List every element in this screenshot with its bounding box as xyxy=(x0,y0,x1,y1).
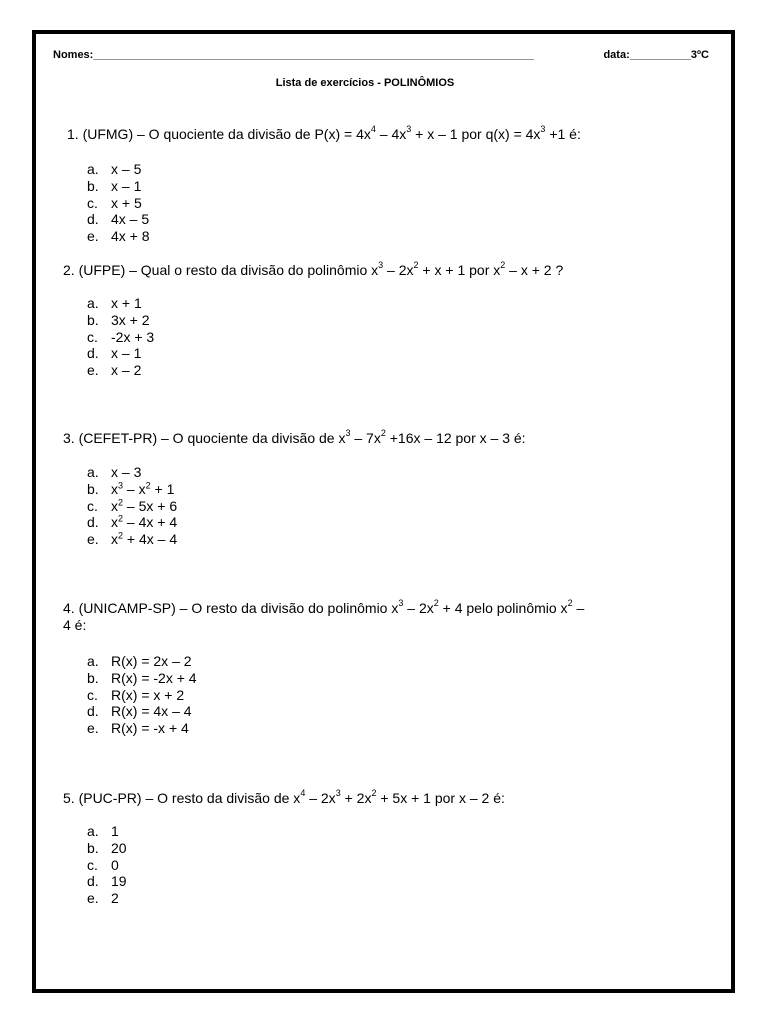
text-run: x xyxy=(111,480,118,497)
option-letter: b. xyxy=(87,311,99,328)
option-letter: d. xyxy=(87,514,99,531)
option-text xyxy=(111,873,127,889)
exponent: 3 xyxy=(398,598,404,609)
exponent: 2 xyxy=(118,530,124,541)
question-1-text xyxy=(67,126,581,143)
text-run: – 2x xyxy=(383,262,414,278)
text-run: +16x – 12 por x – 3 é: xyxy=(385,430,526,446)
text-run: 3. (CEFET-PR) – O quociente da divisão de x xyxy=(63,430,346,446)
option-c xyxy=(87,687,197,704)
page-title: Lista de exercícios - POLINÔMIOS xyxy=(275,77,455,89)
text-run: 1 xyxy=(111,823,119,839)
text-run: 4x – 5 xyxy=(111,211,150,228)
question-4-text xyxy=(63,600,584,634)
option-text xyxy=(111,178,141,194)
option-d xyxy=(87,211,150,228)
text-run: x – 1 xyxy=(111,177,142,194)
question-4-text-line2: 4 é: xyxy=(63,617,87,633)
exponent: 2 xyxy=(118,513,124,524)
option-a xyxy=(87,161,150,178)
option-a xyxy=(87,823,127,840)
option-e xyxy=(87,531,177,548)
option-e xyxy=(87,228,150,245)
text-run: 5. (PUC-PR) – O resto da divisão de x xyxy=(63,790,301,806)
option-text xyxy=(111,823,119,839)
option-letter: a. xyxy=(87,161,99,177)
text-run: 4x + 8 xyxy=(111,228,150,245)
exponent: 3 xyxy=(406,124,412,135)
option-text xyxy=(111,329,154,345)
option-a xyxy=(87,653,197,670)
text-run: – 7x xyxy=(350,430,381,446)
option-text xyxy=(111,345,141,361)
text-run: – 2x xyxy=(403,600,434,616)
question-3-text xyxy=(63,430,526,447)
text-run: x – 1 xyxy=(111,345,142,362)
text-run: – 5x + 6 xyxy=(123,497,178,514)
text-run: + x + 1 por x xyxy=(418,262,501,278)
option-letter: c. xyxy=(87,856,98,873)
date-class-field[interactable]: data:__________3ºC xyxy=(603,49,709,61)
text-run: R(x) = x + 2 xyxy=(111,686,185,703)
option-letter: c. xyxy=(87,497,98,514)
option-e xyxy=(87,720,197,737)
exponent: 3 xyxy=(345,428,351,439)
exponent: 4 xyxy=(300,788,306,799)
exponent: 2 xyxy=(567,598,573,609)
text-run: x xyxy=(111,497,118,514)
exponent: 2 xyxy=(380,428,386,439)
exponent: 2 xyxy=(145,480,151,491)
option-letter: e. xyxy=(87,362,99,379)
text-run: – 4x + 4 xyxy=(123,514,178,531)
text-run: x xyxy=(111,531,118,548)
exponent: 3 xyxy=(378,260,384,271)
text-run: + 4 pelo polinômio x xyxy=(438,600,568,616)
option-text xyxy=(111,720,189,736)
option-text xyxy=(111,464,141,480)
option-letter: a. xyxy=(87,464,99,480)
text-run: – xyxy=(572,600,585,616)
question-2-options xyxy=(87,295,154,379)
text-run: – x xyxy=(123,480,146,497)
text-run: – 2x xyxy=(305,790,336,806)
text-run: 0 xyxy=(111,856,119,873)
option-letter: a. xyxy=(87,295,99,311)
text-run: R(x) = -x + 4 xyxy=(111,720,189,737)
text-run: 3x + 2 xyxy=(111,311,150,328)
option-text xyxy=(111,531,177,547)
option-text xyxy=(111,195,142,211)
question-5-text xyxy=(63,790,505,807)
option-c xyxy=(87,857,127,874)
option-letter: d. xyxy=(87,211,99,228)
option-letter: c. xyxy=(87,686,98,703)
option-c xyxy=(87,498,177,515)
question-5-options xyxy=(87,823,127,907)
option-letter: b. xyxy=(87,839,99,856)
text-run: -2x + 3 xyxy=(111,328,155,345)
text-run: R(x) = -2x + 4 xyxy=(111,669,197,686)
option-text xyxy=(111,211,149,227)
option-e xyxy=(87,362,154,379)
text-run: R(x) = 2x – 2 xyxy=(111,653,192,669)
text-run: + 1 xyxy=(150,480,175,497)
option-text xyxy=(111,498,177,514)
option-text xyxy=(111,362,141,378)
text-run: R(x) = 4x – 4 xyxy=(111,703,192,720)
exponent: 2 xyxy=(413,260,419,271)
text-run: x xyxy=(111,514,118,531)
exponent: 3 xyxy=(118,480,124,491)
option-text xyxy=(111,703,192,719)
exponent: 3 xyxy=(335,788,341,799)
text-run: + 5x + 1 por x – 2 é: xyxy=(376,790,505,806)
exponent: 2 xyxy=(371,788,377,799)
option-text xyxy=(111,481,174,497)
text-run: x – 5 xyxy=(111,161,142,177)
question-1-options xyxy=(87,161,150,245)
option-d xyxy=(87,514,177,531)
option-letter: b. xyxy=(87,480,99,497)
text-run: 19 xyxy=(111,873,127,890)
text-run: 4. (UNICAMP-SP) – O resto da divisão do polinômio x xyxy=(63,600,399,616)
question-3-options xyxy=(87,464,177,548)
option-letter: d. xyxy=(87,873,99,890)
text-run: 1. (UFMG) – O quociente da divisão de P(x) = 4x xyxy=(67,126,371,142)
option-b xyxy=(87,481,177,498)
option-letter: d. xyxy=(87,703,99,720)
option-c xyxy=(87,329,154,346)
option-letter: b. xyxy=(87,669,99,686)
option-letter: a. xyxy=(87,653,99,669)
exponent: 2 xyxy=(500,260,506,271)
option-text xyxy=(111,687,184,703)
option-d xyxy=(87,873,127,890)
text-run: + x – 1 por q(x) = 4x xyxy=(411,126,541,142)
option-letter: b. xyxy=(87,177,99,194)
option-text xyxy=(111,857,119,873)
option-d xyxy=(87,703,197,720)
option-letter: c. xyxy=(87,194,98,211)
option-text xyxy=(111,312,150,328)
text-run: x + 1 xyxy=(111,295,142,311)
option-b xyxy=(87,312,154,329)
option-text xyxy=(111,653,192,669)
option-a xyxy=(87,295,154,312)
option-letter: c. xyxy=(87,328,98,345)
option-text xyxy=(111,295,142,311)
exponent: 2 xyxy=(433,598,439,609)
option-text xyxy=(111,890,119,906)
option-letter: e. xyxy=(87,531,99,548)
text-run: – x + 2 ? xyxy=(505,262,564,278)
option-b xyxy=(87,178,150,195)
question-4-options xyxy=(87,653,197,737)
text-run: x – 3 xyxy=(111,464,142,480)
option-b xyxy=(87,840,127,857)
question-2-text xyxy=(63,262,563,279)
option-c xyxy=(87,195,150,212)
option-e xyxy=(87,890,127,907)
text-run: 2 xyxy=(111,890,119,907)
text-run: + 2x xyxy=(340,790,372,806)
option-text xyxy=(111,514,177,530)
text-run: – 4x xyxy=(375,126,407,142)
exponent: 4 xyxy=(370,124,376,135)
option-text xyxy=(111,670,197,686)
option-text xyxy=(111,161,141,177)
option-a xyxy=(87,464,177,481)
exponent: 2 xyxy=(118,496,124,507)
option-letter: e. xyxy=(87,890,99,907)
text-run: +1 é: xyxy=(545,126,581,142)
option-d xyxy=(87,345,154,362)
option-letter: e. xyxy=(87,720,99,737)
option-b xyxy=(87,670,197,687)
text-run: + 4x – 4 xyxy=(123,531,178,548)
text-run: 20 xyxy=(111,839,127,856)
option-letter: a. xyxy=(87,823,99,839)
option-text xyxy=(111,840,127,856)
text-run: x – 2 xyxy=(111,362,142,379)
text-run: x + 5 xyxy=(111,194,142,211)
text-run: 2. (UFPE) – Qual o resto da divisão do polinômio x xyxy=(63,262,379,278)
option-text xyxy=(111,228,150,244)
exponent: 3 xyxy=(540,124,546,135)
option-letter: d. xyxy=(87,345,99,362)
option-letter: e. xyxy=(87,228,99,245)
names-field[interactable]: Nomes:________________________________________________________________________ xyxy=(53,49,534,61)
